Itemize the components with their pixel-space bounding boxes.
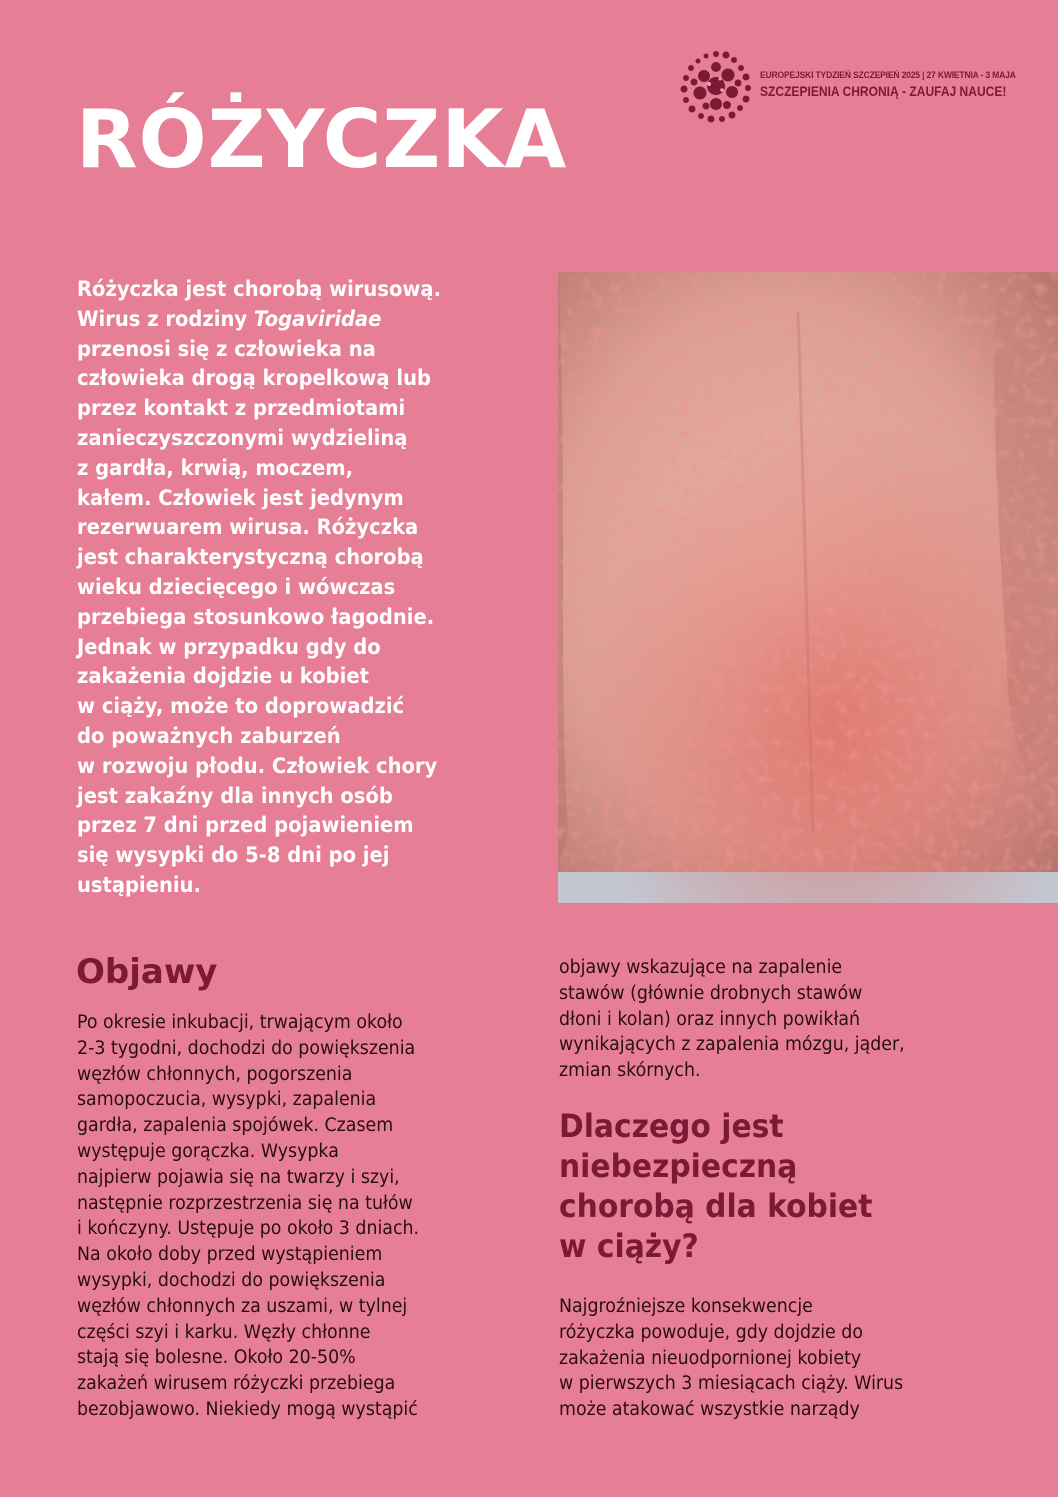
- intro-line: rezerwuarem wirusa. Różyczka: [77, 515, 419, 540]
- intro-line: z gardła, krwią, moczem,: [77, 455, 354, 480]
- intro-line: przebiega stosunkowo łagodnie.: [77, 604, 435, 629]
- pregnancy-danger-heading: [559, 1106, 999, 1266]
- symptoms-line: gardła, zapalenia spojówek. Czasem: [77, 1115, 394, 1137]
- danger-line: zakażenia nieuodpornionej kobiety: [559, 1347, 862, 1369]
- symptoms-line: wysypki, dochodzi do powiększenia: [77, 1269, 386, 1291]
- virus-dots-logo-icon: [676, 46, 756, 126]
- intro-paragraph: [77, 275, 507, 901]
- symptoms-line: Po okresie inkubacji, trwającym około: [77, 1012, 403, 1033]
- symptoms-line: węzłów chłonnych, pogorszenia: [77, 1063, 353, 1085]
- intro-line: Różyczka jest chorobą wirusową.: [77, 277, 442, 301]
- symptoms-line: Na około doby przed wystąpieniem: [77, 1244, 383, 1266]
- campaign-dates: EUROPEJSKI TYDZIEŃ SZCZEPIEŃ 2025 | 27 KWIETNIA - 3 MAJA: [760, 70, 1016, 81]
- symptoms-line: następnie rozprzestrzenia się na tułów: [77, 1192, 413, 1214]
- danger-line: różyczka powoduje, gdy dojdzie do: [559, 1321, 863, 1343]
- symptoms-line: i kończyny. Ustępuje po około 3 dniach.: [77, 1218, 420, 1240]
- intro-line: Jednak w przypadku gdy do: [77, 634, 381, 659]
- danger-line: Najgroźniejsze konsekwencje: [559, 1296, 813, 1317]
- symptoms-line: samopoczucia, wysypki, zapalenia: [77, 1089, 377, 1111]
- intro-line: przez 7 dni przed pojawieniem: [77, 813, 414, 838]
- intro-line: się wysypki do 5-8 dni po jej: [77, 843, 390, 868]
- campaign-logo: [676, 46, 1016, 130]
- pregnancy-danger-paragraph: [559, 1294, 1019, 1423]
- intro-line: kałem. Człowiek jest jedynym: [77, 485, 404, 510]
- symptoms-heading: Objawy: [76, 952, 218, 992]
- heading-line: chorobą dla kobiet: [559, 1187, 873, 1225]
- intro-text: Wirus z rodziny: [77, 306, 254, 331]
- heading-line: w ciąży?: [559, 1227, 699, 1265]
- symptoms-line: części szyi i karku. Węzły chłonne: [77, 1321, 371, 1343]
- symptoms-line: 2-3 tygodni, dochodzi do powiększenia: [77, 1037, 416, 1059]
- intro-line: do poważnych zaburzeń: [77, 723, 341, 748]
- symptoms-line: stawów (głównie drobnych stawów: [559, 982, 863, 1004]
- symptoms-line: najpierw pojawia się na twarzy i szyi,: [77, 1166, 400, 1188]
- symptoms-line: objawy wskazujące na zapalenie: [559, 957, 843, 978]
- symptoms-line: wynikających z zapalenia mózgu, jąder,: [559, 1034, 905, 1056]
- symptoms-line: bezobjawowo. Niekiedy mogą wystąpić: [77, 1398, 418, 1420]
- intro-line: w ciąży, może to doprowadzić: [77, 694, 405, 719]
- intro-line: wieku dziecięcego i wówczas: [77, 574, 396, 599]
- intro-line: przez kontakt z przedmiotami: [77, 396, 406, 421]
- heading-line: Dlaczego jest: [559, 1107, 784, 1145]
- intro-line: zakażenia dojdzie u kobiet: [77, 664, 369, 689]
- symptoms-paragraph: [77, 1010, 507, 1423]
- intro-line: przenosi się z człowieka na: [77, 336, 376, 361]
- symptoms-line: węzłów chłonnych za uszami, w tylnej: [77, 1295, 408, 1317]
- intro-line: w rozwoju płodu. Człowiek chory: [77, 753, 438, 778]
- virus-family-name: Togaviridae: [253, 306, 382, 331]
- symptoms-line: zakażeń wirusem różyczki przebiega: [77, 1373, 396, 1395]
- intro-line: [77, 305, 477, 335]
- symptoms-line: dłoni i kolan) oraz innych powikłań: [559, 1008, 861, 1030]
- symptoms-line: występuje gorączka. Wysypka: [77, 1140, 339, 1162]
- intro-line: ustąpieniu.: [77, 872, 201, 897]
- intro-line: człowieka drogą kropelkową lub: [77, 366, 431, 391]
- symptoms-continuation: [559, 955, 1019, 1084]
- heading-line: niebezpieczną: [559, 1147, 798, 1185]
- campaign-slogan: SZCZEPIENIA CHRONIĄ - ZAUFAJ NAUCE!: [760, 83, 1007, 99]
- page-title: RÓŻYCZKA: [76, 93, 568, 186]
- intro-line: zanieczyszczonymi wydzieliną: [77, 425, 408, 450]
- intro-line: jest zakaźny dla innych osób: [77, 783, 393, 808]
- rash-back-illustration: [558, 272, 1058, 903]
- danger-line: w pierwszych 3 miesiącach ciąży. Wirus: [559, 1373, 904, 1395]
- danger-line: może atakować wszystkie narządy: [559, 1399, 860, 1421]
- symptoms-line: zmian skórnych.: [559, 1060, 701, 1082]
- symptoms-line: stają się bolesne. Około 20-50%: [77, 1347, 356, 1369]
- rash-photo: [558, 272, 1058, 903]
- intro-line: jest charakterystyczną chorobą: [77, 545, 424, 570]
